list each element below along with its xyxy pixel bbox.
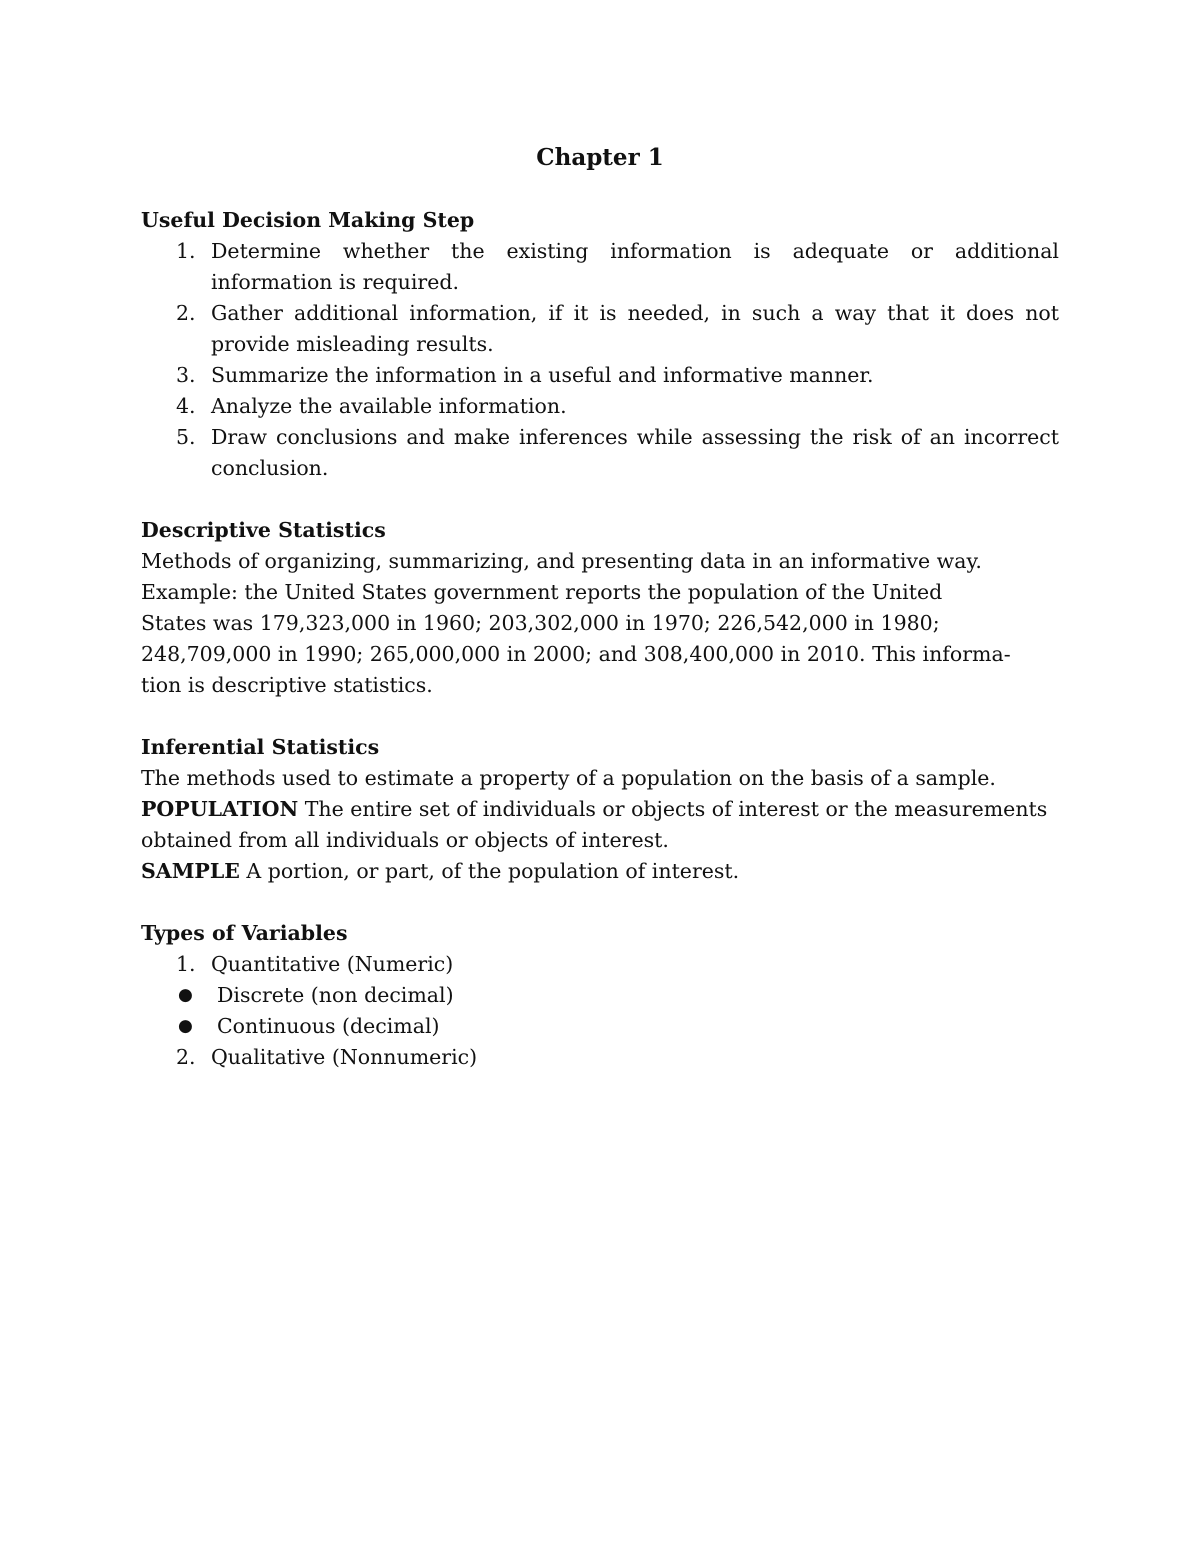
sample-definition (141, 856, 1059, 887)
example-line: Example: the United States government reports the population of the United (141, 580, 943, 604)
list-item-text: Discrete (non decimal) (217, 983, 454, 1007)
list-item (141, 422, 1059, 484)
descriptive-statistics-definition: Methods of organizing, summarizing, and presenting data in an informative way. (141, 549, 982, 573)
descriptive-statistics-section (141, 515, 1059, 701)
types-of-variables-section (141, 918, 1059, 1073)
inferential-statistics-section (141, 732, 1059, 887)
list-item (141, 980, 1059, 1011)
section-spacer (141, 701, 1059, 732)
list-item-text: Determine whether the existing information is adequate or additional information is required. (211, 239, 1059, 294)
list-item (141, 391, 1059, 422)
list-number: 5. (176, 425, 196, 449)
bullet-icon: ● (178, 1016, 193, 1036)
page-title: Chapter 1 (536, 144, 664, 171)
bullet-icon: ● (178, 985, 193, 1005)
list-item (141, 298, 1059, 360)
list-item-text: Qualitative (Nonnumeric) (211, 1045, 478, 1069)
section-spacer (141, 484, 1059, 515)
list-number: 4. (176, 394, 196, 418)
list-number: 1. (176, 952, 196, 976)
example-line: States was 179,323,000 in 1960; 203,302,000 in 1970; 226,542,000 in 1980; (141, 611, 940, 635)
list-number: 2. (176, 1045, 196, 1069)
population-definition (141, 794, 1059, 856)
population-text: The entire set of individuals or objects of interest or the measurements obtained from all individuals or objects of interest. (141, 797, 1048, 852)
inferential-statistics-heading: Inferential Statistics (141, 735, 380, 759)
decision-steps-heading: Useful Decision Making Step (141, 208, 475, 232)
list-number: 1. (176, 239, 196, 263)
population-term: POPULATION (141, 797, 299, 821)
list-item-text: Analyze the available information. (211, 394, 567, 418)
descriptive-statistics-heading: Descriptive Statistics (141, 518, 386, 542)
example-line: 248,709,000 in 1990; 265,000,000 in 2000; and 308,400,000 in 2010. This informa- (141, 642, 1011, 666)
list-number: 3. (176, 363, 196, 387)
sample-text: A portion, or part, of the population of interest. (239, 859, 740, 883)
list-item (141, 1042, 1059, 1073)
list-item (141, 949, 1059, 980)
decision-steps-list (141, 236, 1059, 484)
sample-term: SAMPLE (141, 859, 240, 883)
list-item (141, 1011, 1059, 1042)
list-item-text: Continuous (decimal) (217, 1014, 440, 1038)
list-item (141, 236, 1059, 298)
list-item (141, 360, 1059, 391)
page-content (141, 141, 1059, 1073)
inferential-statistics-definition: The methods used to estimate a property of a population on the basis of a sample. (141, 766, 996, 790)
example-line: tion is descriptive statistics. (141, 673, 433, 697)
list-item-text: Draw conclusions and make inferences while assessing the risk of an incorrect conclusion. (211, 425, 1059, 480)
list-item-text: Gather additional information, if it is needed, in such a way that it does not provide misleading results. (211, 301, 1059, 356)
variables-list (141, 949, 1059, 1073)
section-spacer (141, 887, 1059, 918)
list-item-text: Quantitative (Numeric) (211, 952, 454, 976)
list-item-text: Summarize the information in a useful and informative manner. (211, 363, 874, 387)
types-of-variables-heading: Types of Variables (141, 921, 348, 945)
decision-steps-section (141, 205, 1059, 484)
list-number: 2. (176, 301, 196, 325)
